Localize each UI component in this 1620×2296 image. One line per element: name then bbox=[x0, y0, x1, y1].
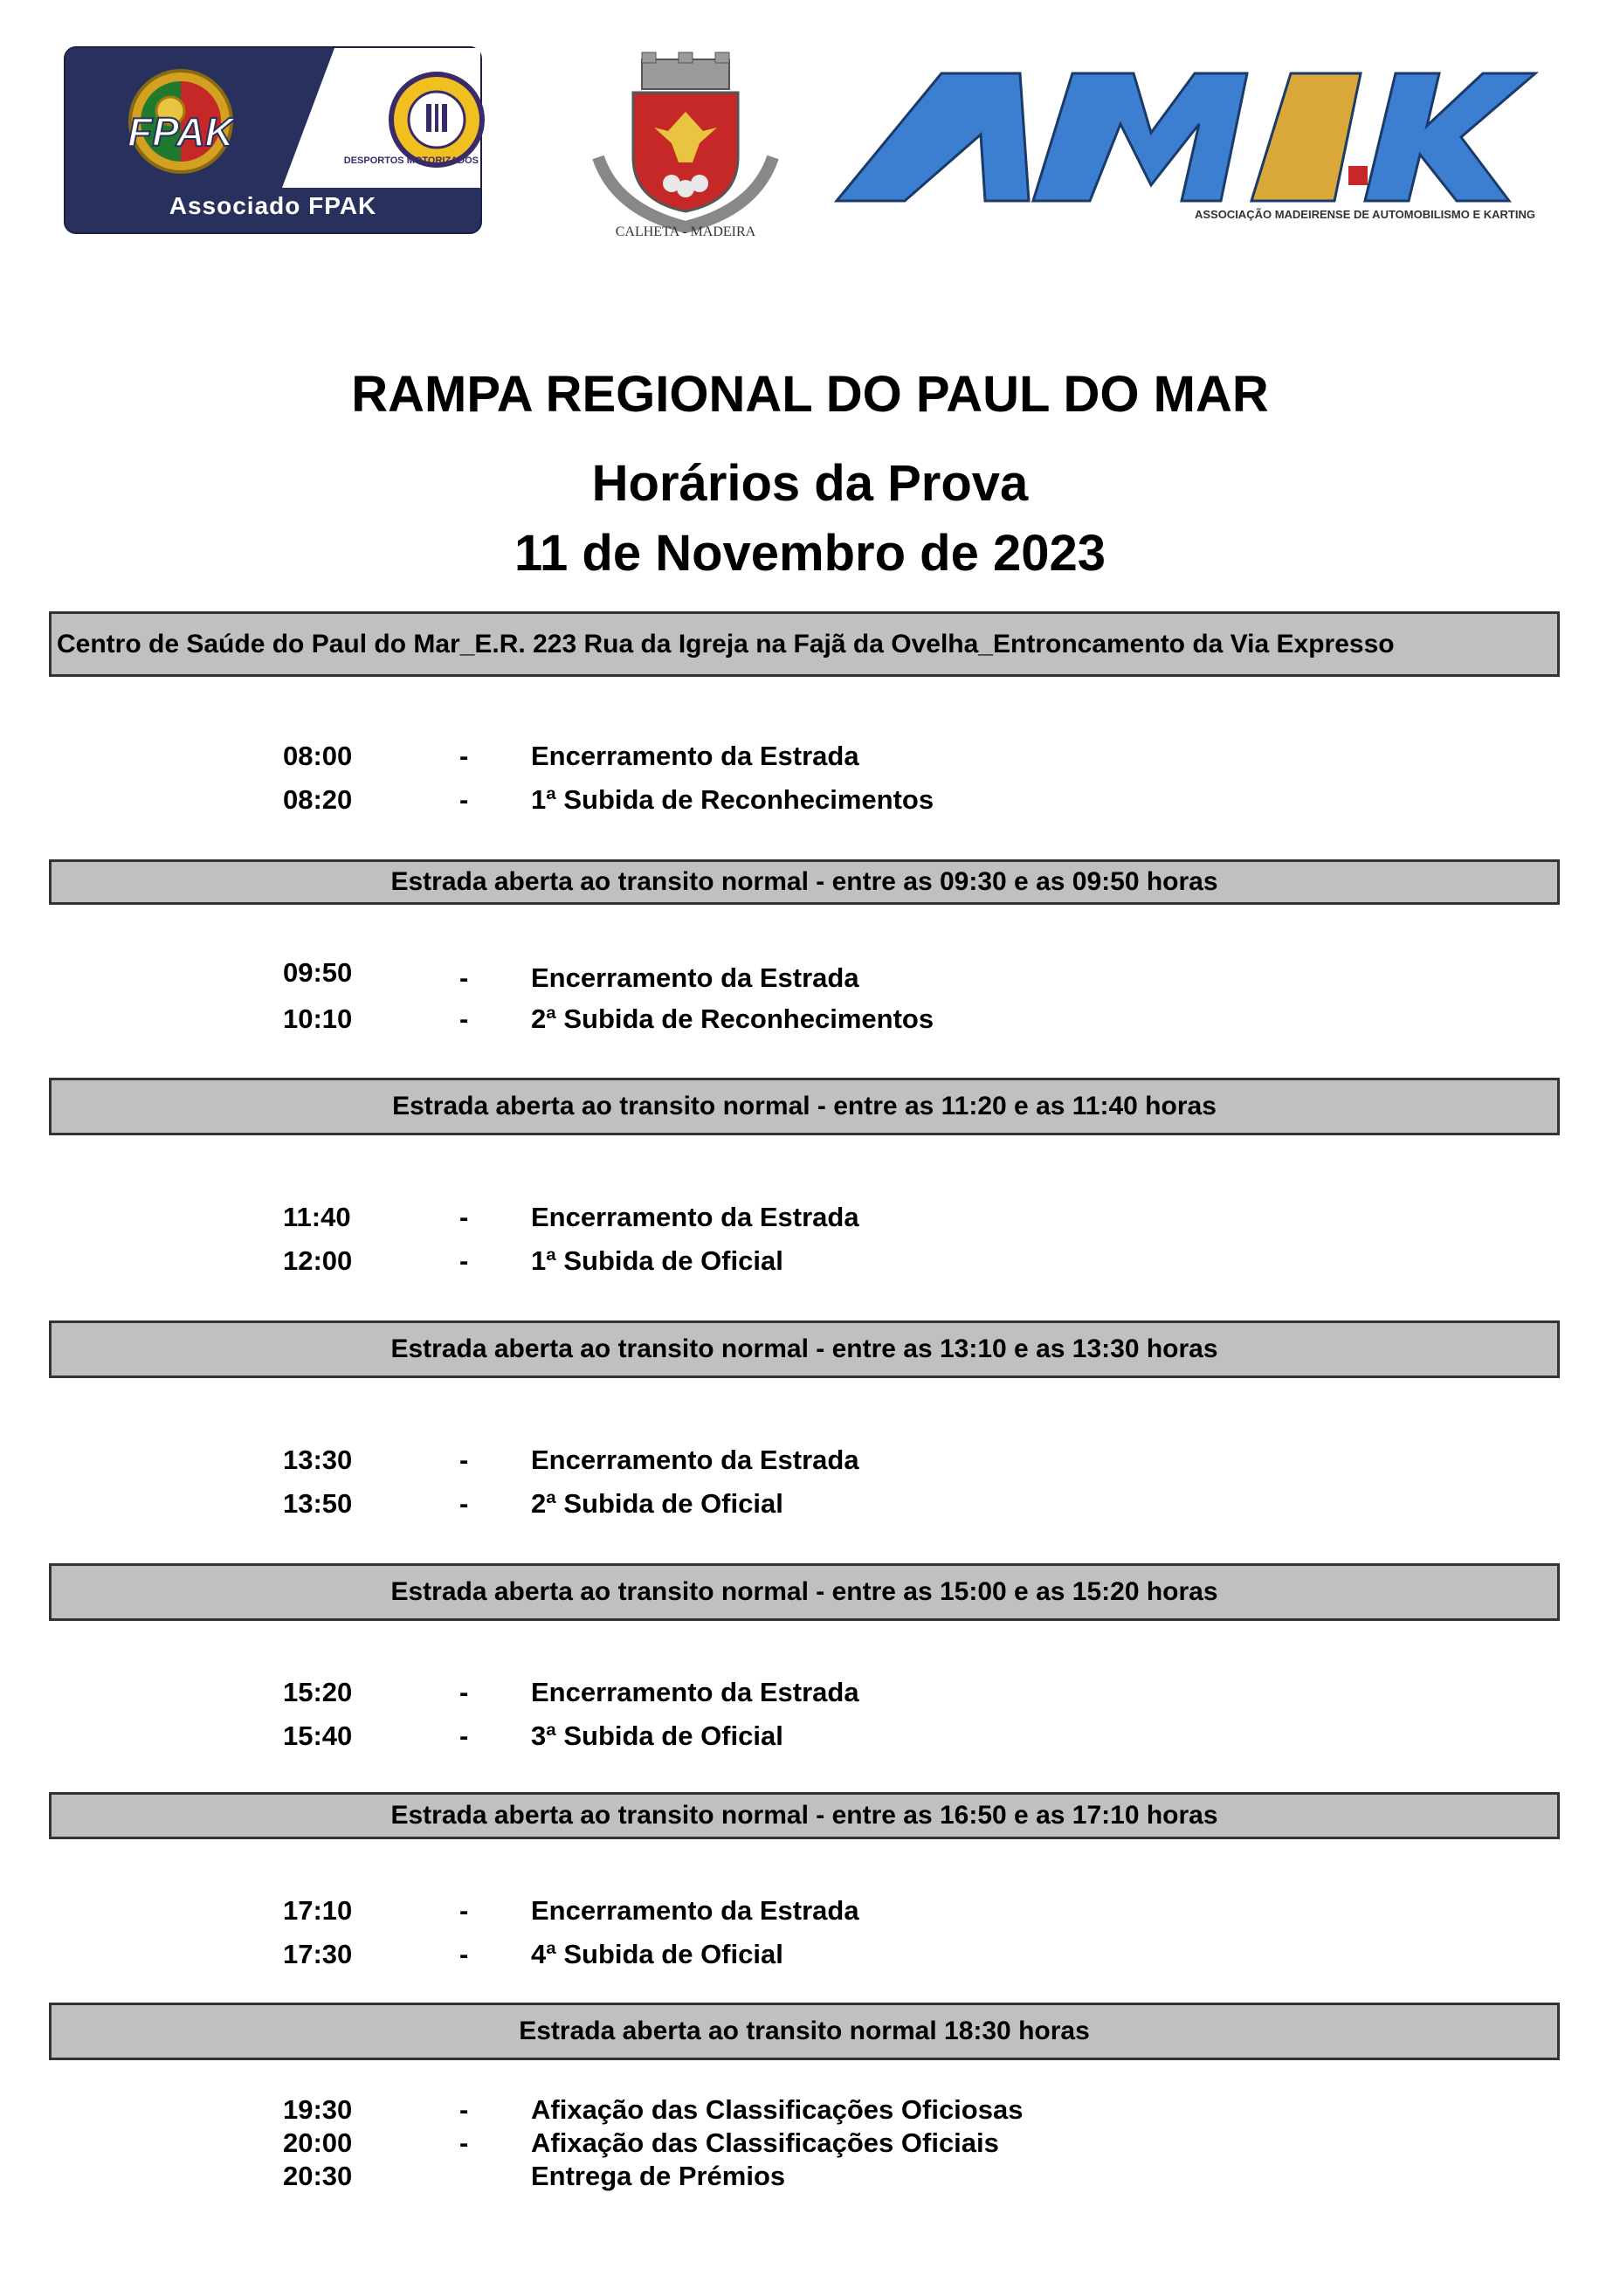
row-time: 20:30 bbox=[283, 2161, 353, 2191]
row-dash: - bbox=[459, 784, 469, 815]
club-emblem-icon bbox=[343, 67, 498, 172]
row-event: 1ª Subida de Reconhecimentos bbox=[531, 784, 934, 815]
schedule-row bbox=[0, 1720, 1620, 1755]
row-time: 19:30 bbox=[283, 2094, 353, 2125]
schedule-row bbox=[0, 2127, 1620, 2162]
schedule-row bbox=[0, 1677, 1620, 1712]
schedule-row bbox=[0, 957, 1620, 992]
schedule-row bbox=[0, 2094, 1620, 2129]
svg-text:ASSOCIAÇÃO MADEIRENSE DE AUTOM: ASSOCIAÇÃO MADEIRENSE DE AUTOMOBILISMO E KARTING bbox=[1194, 208, 1535, 221]
schedule-row bbox=[0, 1444, 1620, 1479]
page-title: RAMPA REGIONAL DO PAUL DO MAR bbox=[351, 366, 1269, 423]
event-date: 11 de Novembro de 2023 bbox=[514, 525, 1106, 582]
row-time: 13:30 bbox=[283, 1444, 353, 1475]
row-event: Encerramento da Estrada bbox=[531, 1202, 859, 1232]
row-time: 15:40 bbox=[283, 1720, 353, 1751]
row-time: 13:50 bbox=[283, 1488, 353, 1519]
row-dash: - bbox=[459, 962, 469, 993]
road-open-banner: Estrada aberta ao transito normal - entre as 09:30 e as 09:50 horas bbox=[49, 859, 1560, 905]
row-time: 17:30 bbox=[283, 1939, 353, 1969]
fpak-caption: Associado FPAK bbox=[169, 192, 377, 219]
road-open-banner: Estrada aberta ao transito normal - entre as 11:20 e as 11:40 horas bbox=[49, 1078, 1560, 1135]
schedule-row bbox=[0, 1202, 1620, 1237]
row-dash: - bbox=[459, 1003, 469, 1034]
row-time: 20:00 bbox=[283, 2127, 353, 2158]
row-dash: - bbox=[459, 741, 469, 771]
row-event: Encerramento da Estrada bbox=[531, 1444, 859, 1475]
row-dash: - bbox=[459, 1202, 469, 1232]
row-event: 4ª Subida de Oficial bbox=[531, 1939, 783, 1969]
calheta-coat-of-arms-icon bbox=[581, 52, 790, 249]
row-event: 1ª Subida de Oficial bbox=[531, 1245, 783, 1276]
row-event: 2ª Subida de Oficial bbox=[531, 1488, 783, 1519]
row-event: Encerramento da Estrada bbox=[531, 741, 859, 771]
row-time: 11:40 bbox=[283, 1202, 351, 1232]
fpak-badge-icon bbox=[100, 67, 262, 181]
row-dash: - bbox=[459, 1677, 469, 1707]
road-open-banner: Estrada aberta ao transito normal - entre as 13:10 e as 13:30 horas bbox=[49, 1320, 1560, 1378]
row-time: 17:10 bbox=[283, 1895, 353, 1926]
fpak-logo bbox=[64, 46, 482, 234]
row-dash: - bbox=[459, 1444, 469, 1475]
schedule-row bbox=[0, 2161, 1620, 2196]
road-open-banner: Estrada aberta ao transito normal - entre as 15:00 e as 15:20 horas bbox=[49, 1563, 1560, 1621]
row-time: 10:10 bbox=[283, 1003, 353, 1034]
row-event: Encerramento da Estrada bbox=[531, 1677, 859, 1707]
svg-text:DESPORTOS MOTORIZADOS: DESPORTOS MOTORIZADOS bbox=[343, 155, 479, 166]
row-time: 09:50 bbox=[283, 957, 353, 988]
schedule-row bbox=[0, 1895, 1620, 1930]
schedule-row bbox=[0, 784, 1620, 819]
schedule-row bbox=[0, 1488, 1620, 1523]
row-time: 08:20 bbox=[283, 784, 353, 815]
svg-text:CALHETA - MADEIRA: CALHETA - MADEIRA bbox=[615, 224, 756, 239]
row-event: Entrega de Prémios bbox=[531, 2161, 786, 2191]
row-dash: - bbox=[459, 1939, 469, 1969]
row-event: Encerramento da Estrada bbox=[531, 962, 859, 993]
row-dash: - bbox=[459, 1488, 469, 1519]
row-time: 08:00 bbox=[283, 741, 353, 771]
road-open-banner: Estrada aberta ao transito normal - entre as 16:50 e as 17:10 horas bbox=[49, 1792, 1560, 1839]
route-banner: Centro de Saúde do Paul do Mar_E.R. 223 Rua da Igreja na Fajã da Ovelha_Entroncamento da Via Expresso bbox=[49, 611, 1560, 677]
schedule-row bbox=[0, 1939, 1620, 1974]
row-event: Afixação das Classificações Oficiosas bbox=[531, 2094, 1024, 2125]
svg-text:FPAK: FPAK bbox=[128, 109, 234, 155]
row-dash: - bbox=[459, 1245, 469, 1276]
row-dash: - bbox=[459, 2094, 469, 2125]
row-event: Encerramento da Estrada bbox=[531, 1895, 859, 1926]
row-dash: - bbox=[459, 2127, 469, 2158]
road-open-banner: Estrada aberta ao transito normal 18:30 horas bbox=[49, 2003, 1560, 2060]
schedule-row bbox=[0, 1245, 1620, 1280]
row-event: 3ª Subida de Oficial bbox=[531, 1720, 783, 1751]
row-time: 15:20 bbox=[283, 1677, 353, 1707]
schedule-row bbox=[0, 1003, 1620, 1038]
row-event: 2ª Subida de Reconhecimentos bbox=[531, 1003, 934, 1034]
row-dash: - bbox=[459, 1720, 469, 1751]
row-time: 12:00 bbox=[283, 1245, 353, 1276]
page-subtitle: Horários da Prova bbox=[591, 455, 1029, 512]
schedule-row bbox=[0, 741, 1620, 776]
row-dash: - bbox=[459, 1895, 469, 1926]
amak-logo-icon bbox=[837, 72, 1535, 224]
row-event: Afixação das Classificações Oficiais bbox=[531, 2127, 999, 2158]
